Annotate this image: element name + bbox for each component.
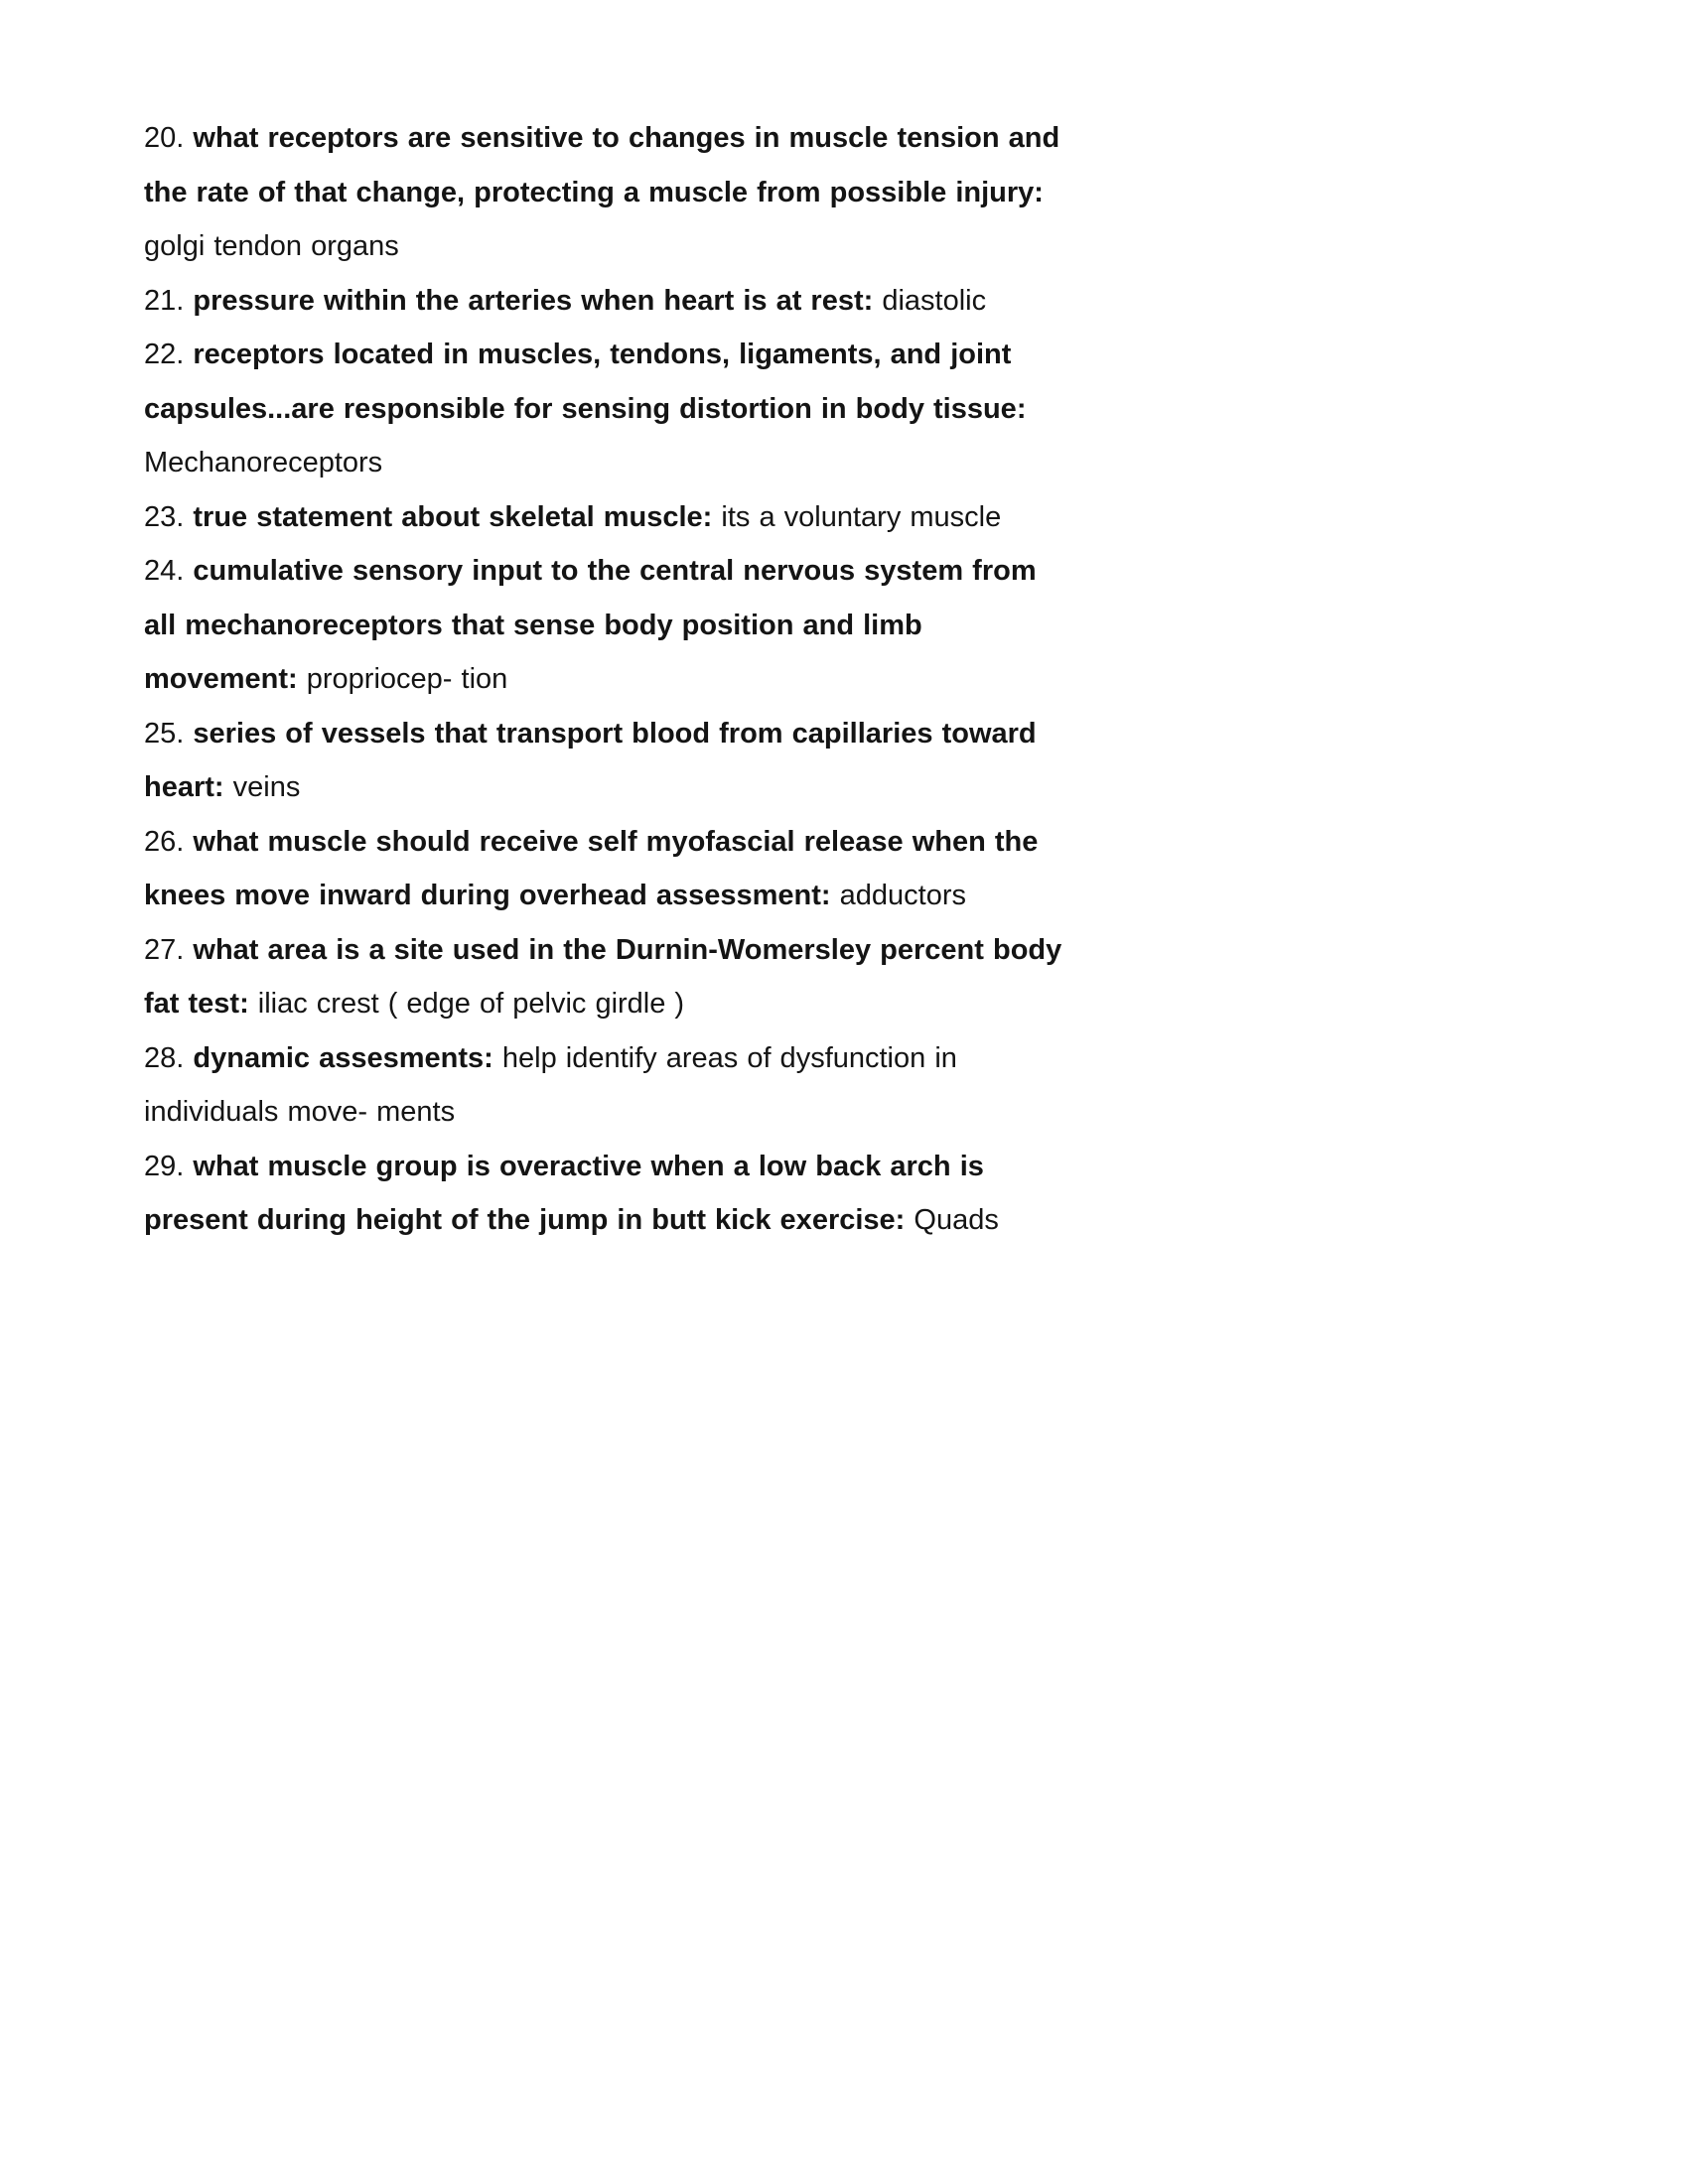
qa-item <box>144 274 1062 329</box>
answer-text: veins <box>232 771 301 803</box>
item-number: 22. <box>144 339 185 370</box>
question-text: dynamic assesments: <box>193 1041 493 1074</box>
qa-item <box>144 490 1062 545</box>
answer-text: propriocep- tion <box>306 663 508 695</box>
item-number: 29. <box>144 1150 185 1182</box>
item-number: 23. <box>144 500 185 533</box>
answer-text: help identify areas of dysfunction in individuals move- ments <box>144 1041 957 1128</box>
qa-item <box>144 815 1062 923</box>
question-text: cumulative sensory input to the central nervous system from all mechanoreceptors that sense body position and limb movement: <box>144 555 1037 695</box>
item-number: 25. <box>144 717 185 750</box>
answer-text: Quads <box>914 1204 999 1236</box>
item-number: 28. <box>144 1041 185 1074</box>
item-number: 27. <box>144 933 185 966</box>
qa-item <box>144 707 1062 815</box>
item-number: 21. <box>144 284 185 317</box>
qa-item <box>144 544 1062 707</box>
qa-item <box>144 328 1062 490</box>
answer-text: adductors <box>839 880 967 911</box>
answer-text: golgi tendon organs <box>144 230 399 262</box>
answer-text: its a voluntary muscle <box>721 500 1002 533</box>
document-page <box>144 111 1062 1248</box>
qa-item <box>144 1140 1062 1248</box>
question-text: pressure within the arteries when heart is at rest: <box>193 284 874 317</box>
question-text: series of vessels that transport blood from capillaries toward heart: <box>144 717 1037 803</box>
item-number: 20. <box>144 122 185 154</box>
question-text: receptors located in muscles, tendons, ligaments, and joint capsules...are responsible for sensing distortion in body tissue: <box>144 339 1027 425</box>
question-text: what muscle group is overactive when a low back arch is present during height of the jump in butt kick exercise: <box>144 1150 984 1236</box>
question-text: what receptors are sensitive to changes in muscle tension and the rate of that change, protecting a muscle from possible injury: <box>144 122 1060 208</box>
answer-text: Mechanoreceptors <box>144 447 383 478</box>
qa-item <box>144 923 1062 1031</box>
answer-text: iliac crest ( edge of pelvic girdle ) <box>257 988 685 1020</box>
answer-text: diastolic <box>882 284 987 317</box>
item-number: 26. <box>144 825 185 858</box>
item-number: 24. <box>144 555 185 587</box>
question-text: true statement about skeletal muscle: <box>193 500 713 533</box>
question-text: what muscle should receive self myofascial release when the knees move inward during overhead assessment: <box>144 825 1039 911</box>
question-text: what area is a site used in the Durnin-Womersley percent body fat test: <box>144 933 1062 1020</box>
qa-item <box>144 111 1062 274</box>
qa-item <box>144 1031 1062 1140</box>
